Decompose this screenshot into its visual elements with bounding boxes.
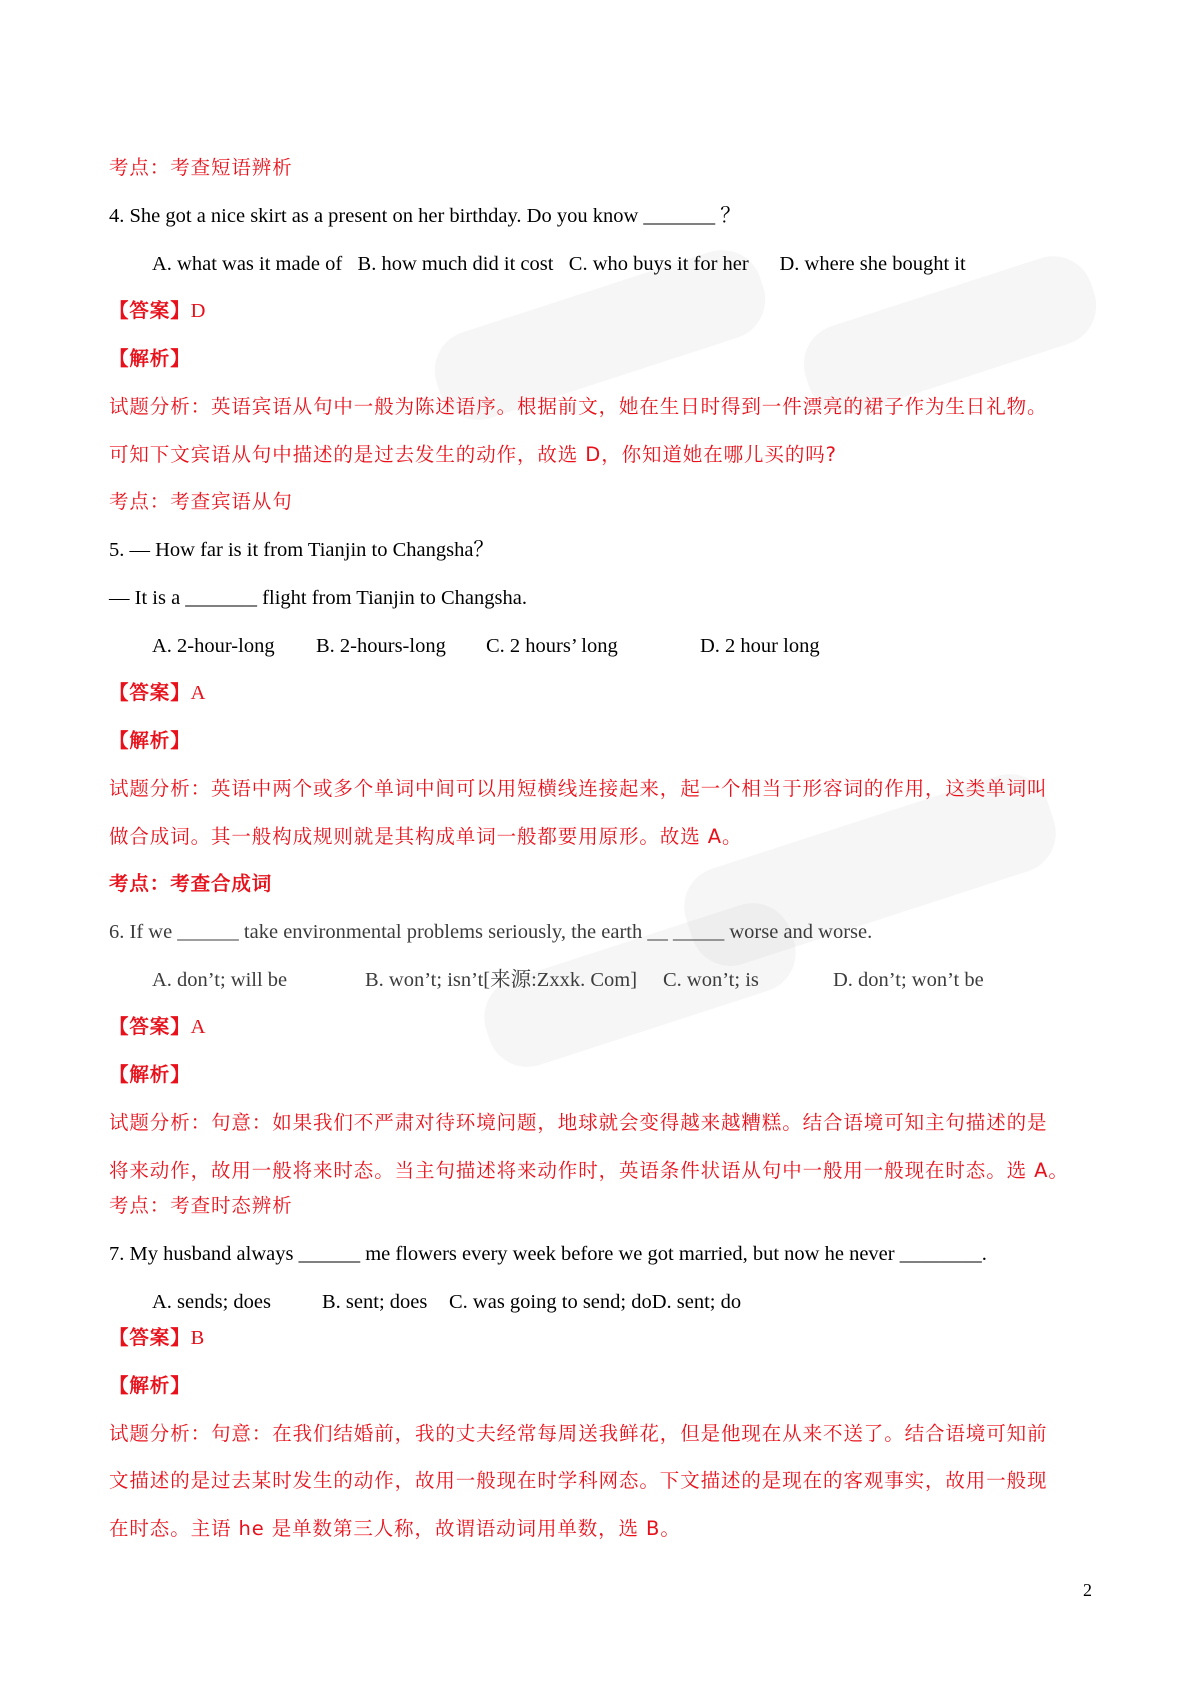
kaodian-q6: 考点：考查时态辨析 <box>109 1194 293 1217</box>
option-c: C. who buys it for her <box>568 253 749 275</box>
analysis-label-q4: 【解析】 <box>109 347 191 370</box>
kaodian-q4: 考点：考查宾语从句 <box>109 490 293 513</box>
option-c: C. 2 hours’ long <box>486 635 618 657</box>
option-b: B. sent; does <box>322 1291 428 1313</box>
options-q4 <box>152 250 966 278</box>
option-c: C. won’t; is <box>663 969 759 991</box>
analysis-label-q5: 【解析】 <box>109 729 191 752</box>
option-b: B. 2-hours-long <box>316 635 446 657</box>
answer-q4: 【答案】D <box>109 299 206 322</box>
analysis-q6-line1: 试题分析：句意：如果我们不严肃对待环境问题，地球就会变得越来越糟糕。结合语境可知主句描述的是 <box>109 1111 1048 1134</box>
analysis-q7-line3: 在时态。主语 he 是单数第三人称，故谓语动词用单数，选 B。 <box>109 1517 681 1540</box>
answer-q6: 【答案】A <box>109 1015 206 1038</box>
option-d: D. 2 hour long <box>700 635 820 657</box>
option-b: B. how much did it cost <box>357 253 554 275</box>
kaodian-label: 考点：考查短语辨析 <box>109 156 293 179</box>
option-b: B. won’t; isn’t[来源:Zxxk. Com] <box>365 969 638 991</box>
analysis-label-q7: 【解析】 <box>109 1374 191 1397</box>
option-a: A. don’t; will be <box>152 969 288 991</box>
options-q5 <box>152 632 820 660</box>
analysis-q5-line2: 做合成词。其一般构成规则就是其构成单词一般都要用原形。故选 A。 <box>109 825 743 848</box>
options-q6 <box>152 966 984 994</box>
option-d: D. don’t; won’t be <box>833 969 984 991</box>
option-d: D. where she bought it <box>779 253 966 275</box>
answer-q7: 【答案】B <box>109 1326 205 1349</box>
option-a: A. what was it made of <box>152 253 343 275</box>
analysis-q6-line2: 将来动作，故用一般将来时态。当主句描述将来动作时，英语条件状语从句中一般用一般现在时态。选 A。 <box>109 1159 1069 1182</box>
question-7: 7. My husband always ______ me flowers every week before we got married, but now he never ________. <box>109 1243 987 1265</box>
analysis-q4-line2: 可知下文宾语从句中描述的是过去发生的动作，故选 D，你知道她在哪儿买的吗? <box>109 443 837 466</box>
option-d: D. sent; do <box>651 1291 742 1313</box>
analysis-q7-line1: 试题分析：句意：在我们结婚前，我的丈夫经常每周送我鲜花，但是他现在从来不送了。结合语境可知前 <box>109 1422 1048 1445</box>
analysis-label-q6: 【解析】 <box>109 1063 191 1086</box>
page-number: 2 <box>1083 1580 1092 1600</box>
option-a: A. sends; does <box>152 1291 272 1313</box>
option-c: C. was going to send; do <box>449 1291 652 1313</box>
question-4: 4. She got a nice skirt as a present on her birthday. Do you know _______ ？ <box>109 205 741 227</box>
analysis-q5-line1: 试题分析：英语中两个或多个单词中间可以用短横线连接起来，起一个相当于形容词的作用，这类单词叫 <box>109 777 1048 800</box>
analysis-q7-line2: 文描述的是过去某时发生的动作，故用一般现在时学科网态。下文描述的是现在的客观事实，故用一般现 <box>109 1469 1048 1492</box>
kaodian-q5: 考点：考查合成词 <box>109 872 273 895</box>
question-5: 5. — How far is it from Tianjin to Changsha？ <box>109 539 494 561</box>
options-q7 <box>152 1288 741 1316</box>
question-6: 6. If we ______ take environmental problems seriously, the earth __ _____ worse and worse. <box>109 921 873 943</box>
question-5-reply: — It is a _______ flight from Tianjin to Changsha. <box>109 587 527 609</box>
analysis-q4-line1: 试题分析：英语宾语从句中一般为陈述语序。根据前文，她在生日时得到一件漂亮的裙子作为生日礼物。 <box>109 395 1048 418</box>
option-a: A. 2-hour-long <box>152 635 275 657</box>
answer-q5: 【答案】A <box>109 681 206 704</box>
